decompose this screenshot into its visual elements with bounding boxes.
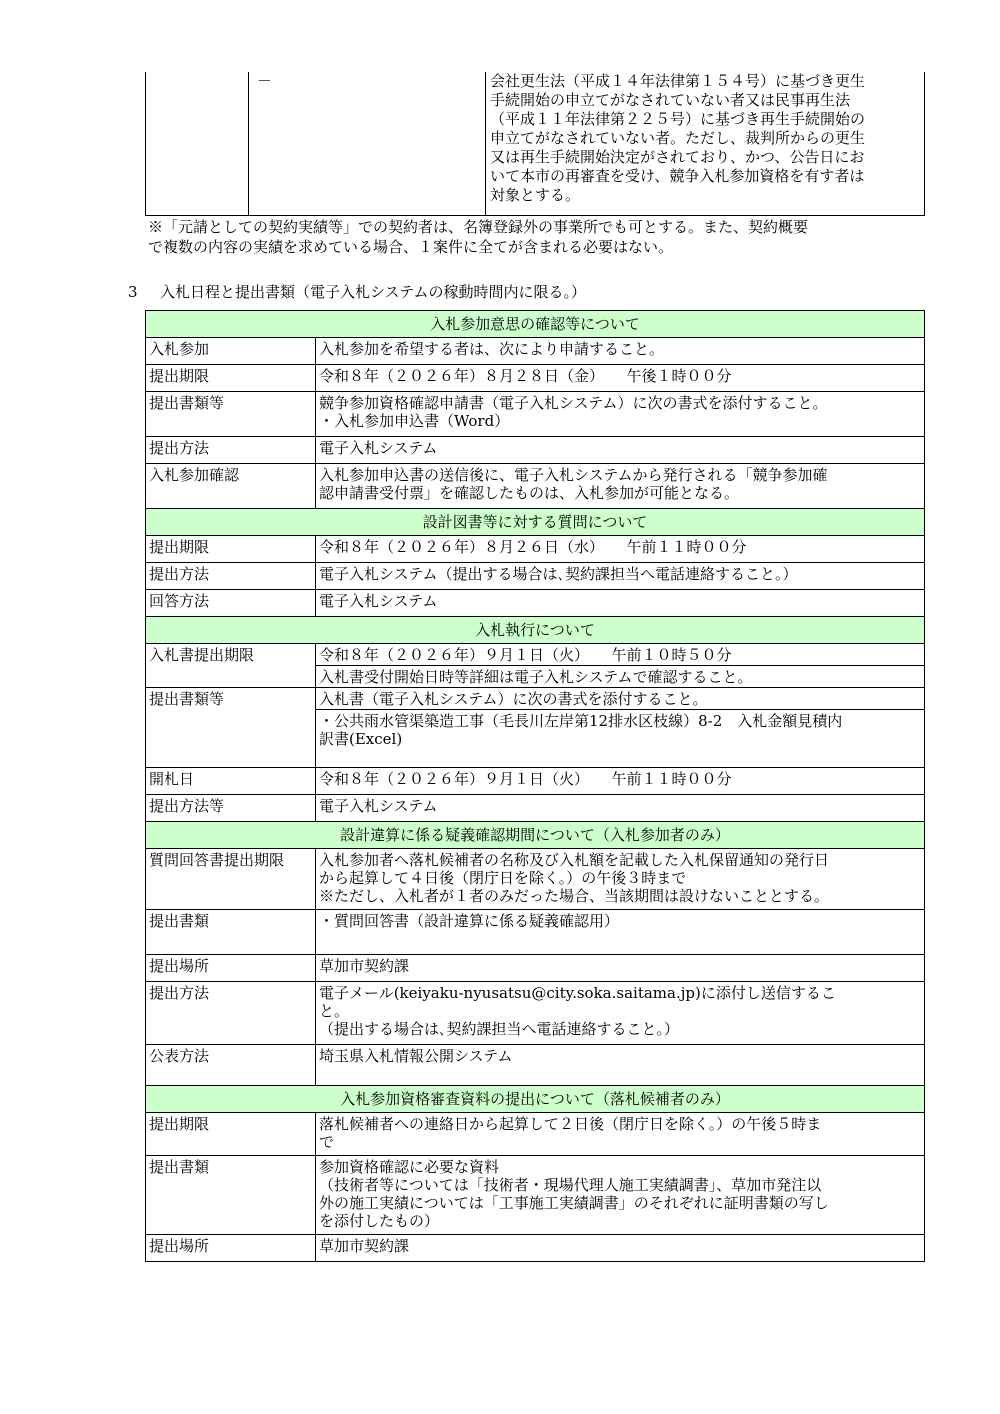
row-value: 電子入札システム（提出する場合は､契約課担当へ電話連絡すること。） bbox=[316, 563, 925, 590]
text-line: ・入札参加申込書（Word） bbox=[319, 412, 510, 430]
row-value: ・質問回答書（設計違算に係る疑義確認用） bbox=[316, 910, 925, 955]
table-cell-empty bbox=[146, 72, 249, 216]
row-value: 草加市契約課 bbox=[316, 955, 925, 982]
text-line: 訳書(Excel) bbox=[319, 730, 403, 748]
row-label: 公表方法 bbox=[146, 1045, 316, 1086]
row-value: 令和８年（２０２６年）９月１日（火） 午前１１時００分 bbox=[316, 768, 925, 795]
text-line: （技術者等については「技術者・現場代理人施工実績調書」、草加市発注以 bbox=[319, 1176, 822, 1194]
text-line: から起算して４日後（閉庁日を除く。）の午後３時まで bbox=[319, 869, 687, 887]
table-row bbox=[146, 688, 925, 710]
table-row bbox=[146, 437, 925, 464]
row-value: 電子入札システム bbox=[316, 590, 925, 617]
table-row bbox=[146, 644, 925, 666]
text-line: ・公共雨水管渠築造工事（毛長川左岸第12排水区枝線）8-2 入札金額見積内 bbox=[319, 712, 843, 730]
table-row bbox=[146, 982, 925, 1045]
table-row bbox=[146, 955, 925, 982]
table-row bbox=[146, 1113, 925, 1156]
text-line: 手続開始の申立てがなされていない者又は民事再生法 bbox=[490, 91, 851, 109]
row-label: 提出書類 bbox=[146, 910, 316, 955]
section-header-doubt: 設計違算に係る疑義確認期間について（入札参加者のみ） bbox=[146, 822, 925, 849]
row-label: 提出書類 bbox=[146, 1156, 316, 1235]
row-label: 提出期限 bbox=[146, 365, 316, 392]
row-label: 提出場所 bbox=[146, 955, 316, 982]
row-label: 提出方法 bbox=[146, 982, 316, 1045]
row-value bbox=[316, 392, 925, 437]
row-value: 入札書受付開始日時等詳細は電子入札システムで確認すること。 bbox=[316, 666, 925, 688]
row-label: 提出書類等 bbox=[146, 688, 316, 768]
text-line: で bbox=[319, 1133, 335, 1151]
row-value bbox=[316, 849, 925, 910]
table-row bbox=[146, 464, 925, 509]
table-row bbox=[146, 72, 925, 216]
table-row bbox=[146, 536, 925, 563]
row-label: 提出方法 bbox=[146, 563, 316, 590]
row-label: 入札参加 bbox=[146, 338, 316, 365]
text-line: 落札候補者への連絡日から起算して２日後（閉庁日を除く。）の午後５時ま bbox=[319, 1115, 822, 1133]
text-line: （提出する場合は､契約課担当へ電話連絡すること。） bbox=[319, 1020, 680, 1038]
row-label: 提出期限 bbox=[146, 1113, 316, 1156]
row-value bbox=[316, 1113, 925, 1156]
note-line: ※「元請としての契約実績等」での契約者は、名簿登録外の事業所でも可とする。また、契約概要 bbox=[148, 218, 809, 236]
table-header-row bbox=[146, 509, 925, 536]
table-cell-requirement bbox=[486, 72, 925, 216]
row-label: 提出書類等 bbox=[146, 392, 316, 437]
section-header-questions: 設計図書等に対する質問について bbox=[146, 509, 925, 536]
row-value: 入札書（電子入札システム）に次の書式を添付すること。 bbox=[316, 688, 925, 710]
row-value bbox=[316, 982, 925, 1045]
text-line: 外の施工実績については「工事施工実績調書」のそれぞれに証明書類の写し bbox=[319, 1194, 829, 1212]
row-value: 埼玉県入札情報公開システム bbox=[316, 1045, 925, 1086]
table-row bbox=[146, 910, 925, 955]
section-header-execution: 入札執行について bbox=[146, 617, 925, 644]
text-line: 認申請書受付票」を確認したものは、入札参加が可能となる。 bbox=[319, 484, 740, 502]
table-cell-dash: － bbox=[249, 72, 486, 216]
section-number: 3 bbox=[128, 283, 138, 301]
row-label: 回答方法 bbox=[146, 590, 316, 617]
table-row bbox=[146, 338, 925, 365]
row-label: 提出方法等 bbox=[146, 795, 316, 822]
text-line: 入札参加者へ落札候補者の名称及び入札額を記載した入札保留通知の発行日 bbox=[319, 851, 830, 869]
table-row bbox=[146, 365, 925, 392]
text-line: を添付したもの） bbox=[319, 1212, 440, 1230]
row-label: 開札日 bbox=[146, 768, 316, 795]
table-row bbox=[146, 1156, 925, 1235]
text-line: 対象とする。 bbox=[490, 186, 581, 204]
row-value bbox=[316, 1156, 925, 1235]
row-value: 令和８年（２０２６年）８月２８日（金） 午後１時００分 bbox=[316, 365, 925, 392]
text-line: 会社更生法（平成１４年法律第１５４号）に基づき更生 bbox=[490, 72, 866, 90]
text-line: 電子メール(keiyaku-nyusatsu@city.soka.saitama.jp)に添付し送信するこ bbox=[319, 984, 836, 1002]
row-value: 入札参加を希望する者は、次により申請すること。 bbox=[316, 338, 925, 365]
note-line: で複数の内容の実績を求めている場合、１案件に全てが含まれる必要はない。 bbox=[148, 238, 674, 256]
table-header-row bbox=[146, 822, 925, 849]
section-header-qualification: 入札参加資格審査資料の提出について（落札候補者のみ） bbox=[146, 1086, 925, 1113]
row-label: 入札参加確認 bbox=[146, 464, 316, 509]
table-row bbox=[146, 1045, 925, 1086]
row-value: 電子入札システム bbox=[316, 795, 925, 822]
row-value: 草加市契約課 bbox=[316, 1235, 925, 1262]
text-line: ※ただし、入札者が１者のみだった場合、当該期間は設けないこととする。 bbox=[319, 887, 830, 905]
table-row bbox=[146, 563, 925, 590]
row-value: 電子入札システム bbox=[316, 437, 925, 464]
contract-note bbox=[148, 217, 928, 257]
section-header-confirm: 入札参加意思の確認等について bbox=[146, 311, 925, 338]
row-label: 提出期限 bbox=[146, 536, 316, 563]
row-label: 提出場所 bbox=[146, 1235, 316, 1262]
text-line: と。 bbox=[319, 1002, 350, 1020]
table-row bbox=[146, 795, 925, 822]
section-heading bbox=[128, 282, 586, 302]
table-row bbox=[146, 849, 925, 910]
qualification-table-continuation bbox=[145, 72, 925, 216]
schedule-table bbox=[145, 310, 925, 1262]
table-row bbox=[146, 590, 925, 617]
row-value bbox=[316, 464, 925, 509]
row-value: 令和８年（２０２６年）８月２６日（水） 午前１１時００分 bbox=[316, 536, 925, 563]
row-label: 提出方法 bbox=[146, 437, 316, 464]
section-title: 入札日程と提出書類（電子入札システムの稼動時間内に限る。） bbox=[160, 283, 587, 301]
text-line: いて本市の再審査を受け、競争入札参加資格を有す者は bbox=[490, 167, 865, 185]
row-label: 入札書提出期限 bbox=[146, 644, 316, 688]
row-value: 令和８年（２０２６年）９月１日（火） 午前１０時５０分 bbox=[316, 644, 925, 666]
text-line: 参加資格確認に必要な資料 bbox=[319, 1158, 500, 1176]
table-header-row bbox=[146, 311, 925, 338]
table-row bbox=[146, 392, 925, 437]
row-value bbox=[316, 710, 925, 768]
table-row bbox=[146, 768, 925, 795]
text-line: （平成１１年法律第２２５号）に基づき再生手続開始の bbox=[490, 110, 866, 128]
row-label: 質問回答書提出期限 bbox=[146, 849, 316, 910]
text-line: 申立てがなされていない者。ただし、裁判所からの更生 bbox=[490, 129, 866, 147]
text-line: 入札参加申込書の送信後に、電子入札システムから発行される「競争参加確 bbox=[319, 466, 828, 484]
text-line: 競争参加資格確認申請書（電子入札システム）に次の書式を添付すること。 bbox=[319, 394, 828, 412]
table-header-row bbox=[146, 617, 925, 644]
table-row bbox=[146, 1235, 925, 1262]
text-line: 又は再生手続開始決定がされており、かつ、公告日にお bbox=[490, 148, 865, 166]
table-header-row bbox=[146, 1086, 925, 1113]
